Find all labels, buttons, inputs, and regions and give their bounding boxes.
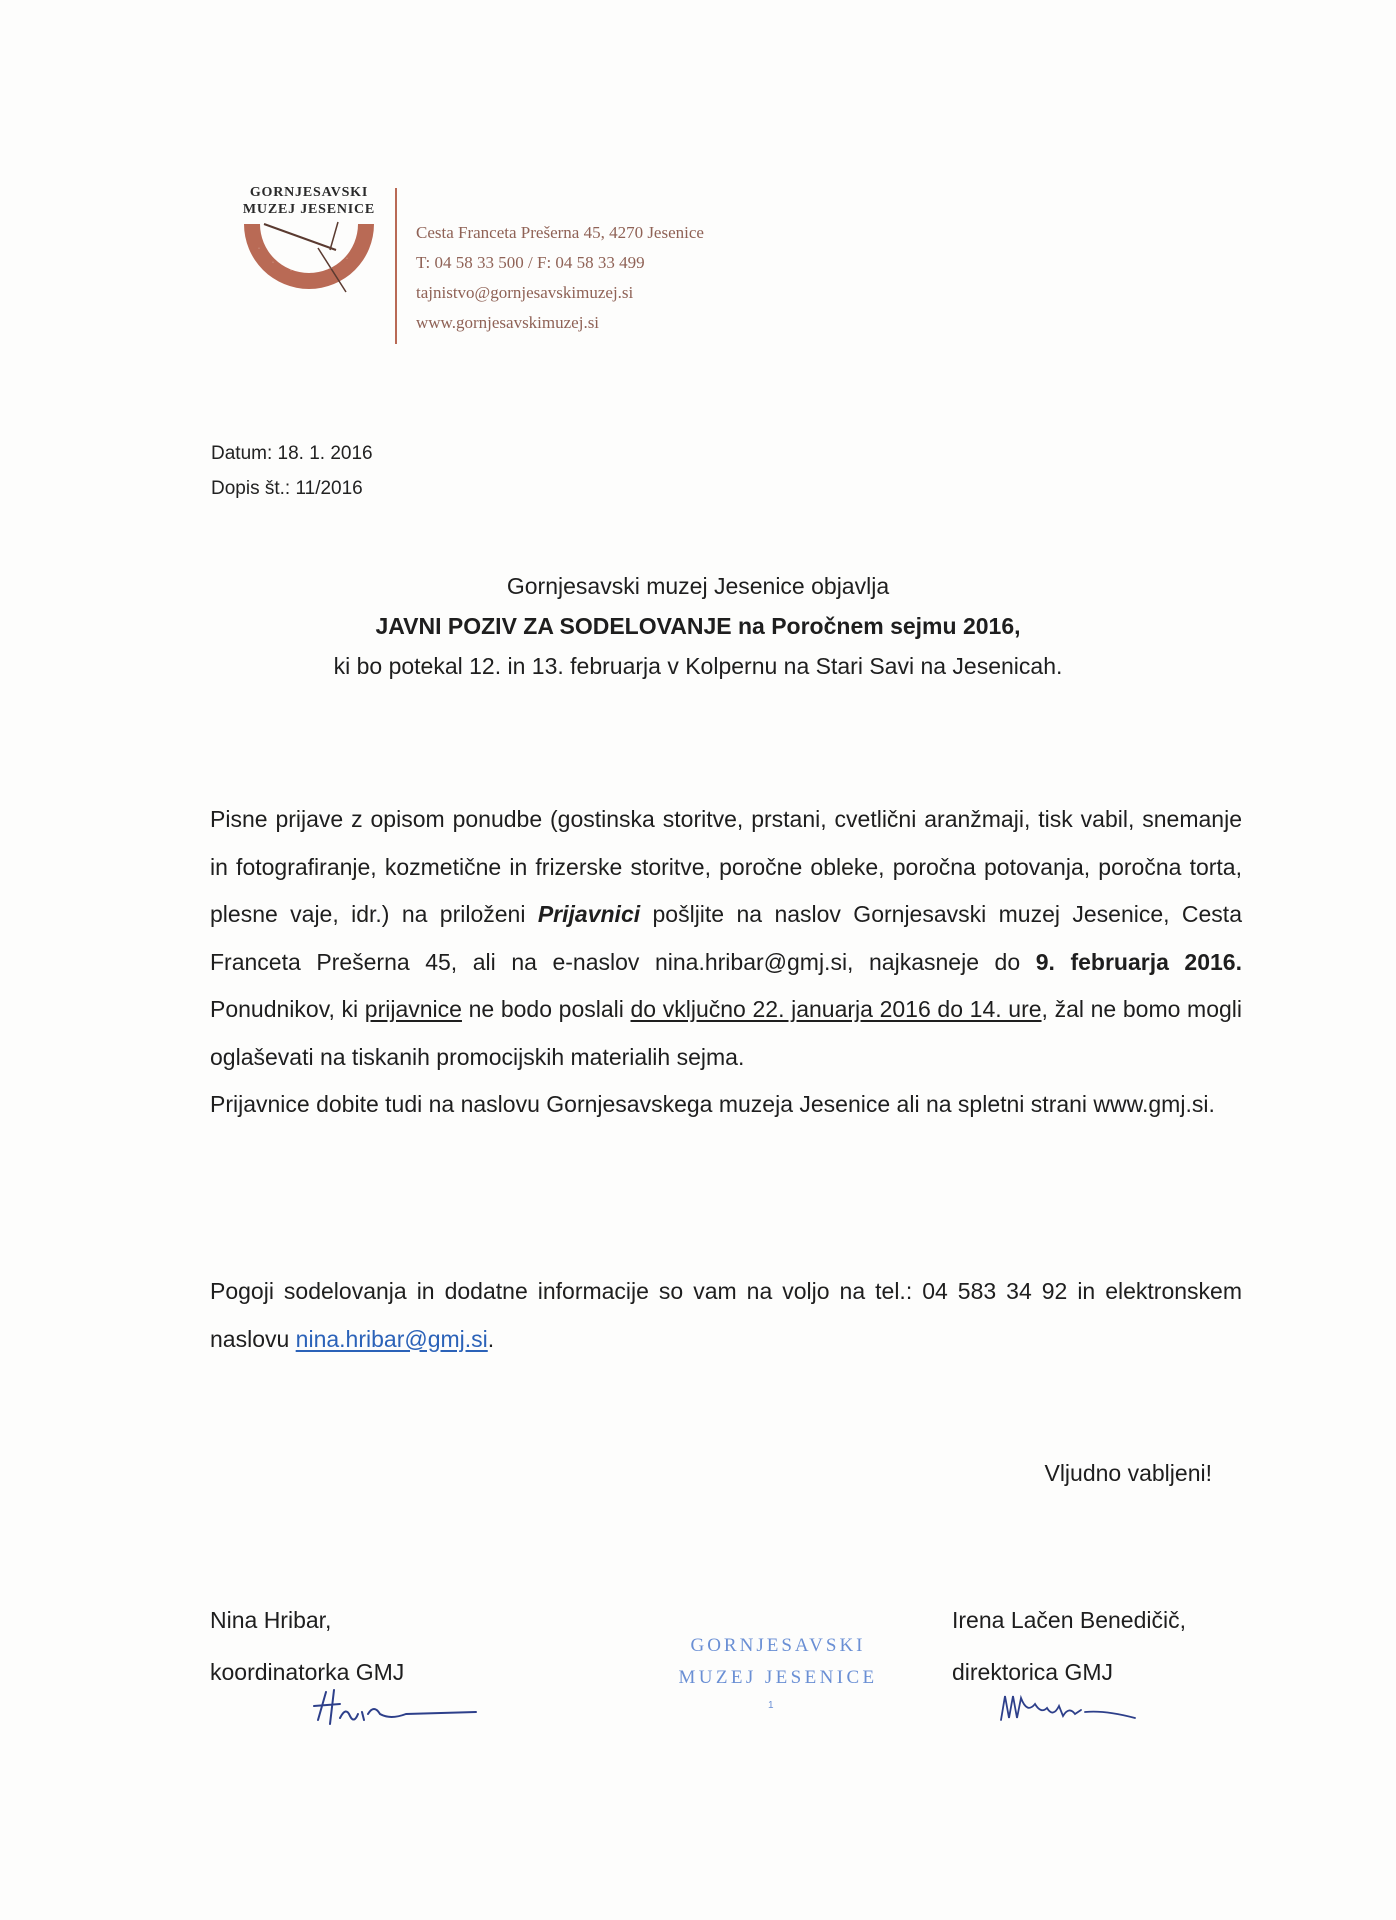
underlined-prijavnice: prijavnice [364,996,462,1022]
heading-title: JAVNI POZIV ZA SODELOVANJE na Poročnem sejmu 2016, [375,613,1021,639]
museum-stamp [655,1630,901,1694]
letterhead-website: www.gornjesavskimuzej.si [416,313,600,332]
letterhead-address: Cesta Franceta Prešerna 45, 4270 Jesenice [416,223,704,242]
svg-text:·: · [310,270,312,276]
signatory-left-role: koordinatorka GMJ [210,1659,405,1685]
museum-logo-icon [238,220,380,302]
letter-body [210,796,1242,1129]
signature-left [210,1594,404,1698]
closing-salutation: Vljudno vabljeni! [1044,1460,1212,1486]
logo-title-line1: GORNJESAVSKI [249,185,369,200]
body-text: ne bodo poslali [461,996,631,1022]
body-paragraph-application [210,796,1242,1081]
letterhead-phone-fax: T: 04 58 33 500 / F: 04 58 33 499 [416,253,645,272]
svg-text:·: · [330,266,332,272]
deadline-bold: 9. februarja 2016. [1035,948,1242,975]
heading-intro: Gornjesavski muzej Jesenice objavlja [506,573,890,599]
body-text: pošljite na naslov Gornjesavski muzej Jesenice, Cesta Franceta Prešerna 45, ali na e-naslov nina.hribar@gmj.si, najkasneje do [210,901,1242,975]
letterhead-contact [416,218,704,338]
reference-line: Dopis št.: 11/2016 [211,478,363,499]
letter-meta [211,436,373,506]
signatory-right-name: Irena Lačen Benedičič, [952,1607,1186,1633]
letterhead-email: tajnistvo@gornjesavskimuzej.si [416,283,634,302]
svg-text:·: · [346,256,348,262]
email-link[interactable]: nina.hribar@gmj.si [295,1325,488,1352]
letterhead-divider [395,188,397,344]
announcement-heading [0,566,1396,686]
heading-subtitle: ki bo potekal 12. in 13. februarja v Kolpernu na Stari Savi na Jesenicah. [333,653,1063,679]
body-text: . [487,1325,495,1352]
body-text: Ponudnikov, ki [210,996,365,1022]
body-paragraph-forms: Prijavnice dobite tudi na naslovu Gornjesavskega muzeja Jesenice ali na spletni strani www.gmj.si. [210,1091,1215,1117]
stamp-mark: 1 [768,1700,774,1711]
signatory-left-name: Nina Hribar, [210,1607,332,1633]
svg-text:·: · [290,268,292,274]
body-text: Pisne prijave z opisom ponudbe (gostinska storitve, prstani, cvetlični aranžmaji, tisk vabil, snemanje in fotografiranje, kozmetične in frizerske storitve, poročne obleke, poročna potovanja, poročna torta, plesne vaje, idr.) na priloženi [210,806,1242,927]
signature-right [952,1594,1186,1698]
stamp-line2: MUZEJ JESENICE [678,1667,878,1688]
logo-title-line2: MUZEJ JESENICE [242,202,376,217]
body-text: , žal ne bomo mogli oglaševati na tiskanih promocijskih materialih sejma. [210,996,1243,1070]
body-text: Pogoji sodelovanja in dodatne informacije so vam na voljo na tel.: 04 583 34 92 in elektronskem naslovu [210,1278,1242,1352]
svg-text:·: · [258,246,260,252]
svg-text:·: · [272,260,274,266]
underlined-deadline: do vključno 22. januarja 2016 do 14. ure [630,996,1042,1022]
date-line: Datum: 18. 1. 2016 [211,443,373,464]
handwritten-signature-left-icon [310,1684,480,1732]
logo-title [238,184,380,218]
stamp-line1: GORNJESAVSKI [690,1635,866,1656]
emphasis-prijavnici: Prijavnici [537,901,641,927]
handwritten-signature-right-icon [995,1684,1145,1732]
body-paragraph-conditions [210,1268,1242,1363]
letter-body-conditions [210,1268,1242,1363]
signatory-right-role: direktorica GMJ [952,1659,1114,1685]
